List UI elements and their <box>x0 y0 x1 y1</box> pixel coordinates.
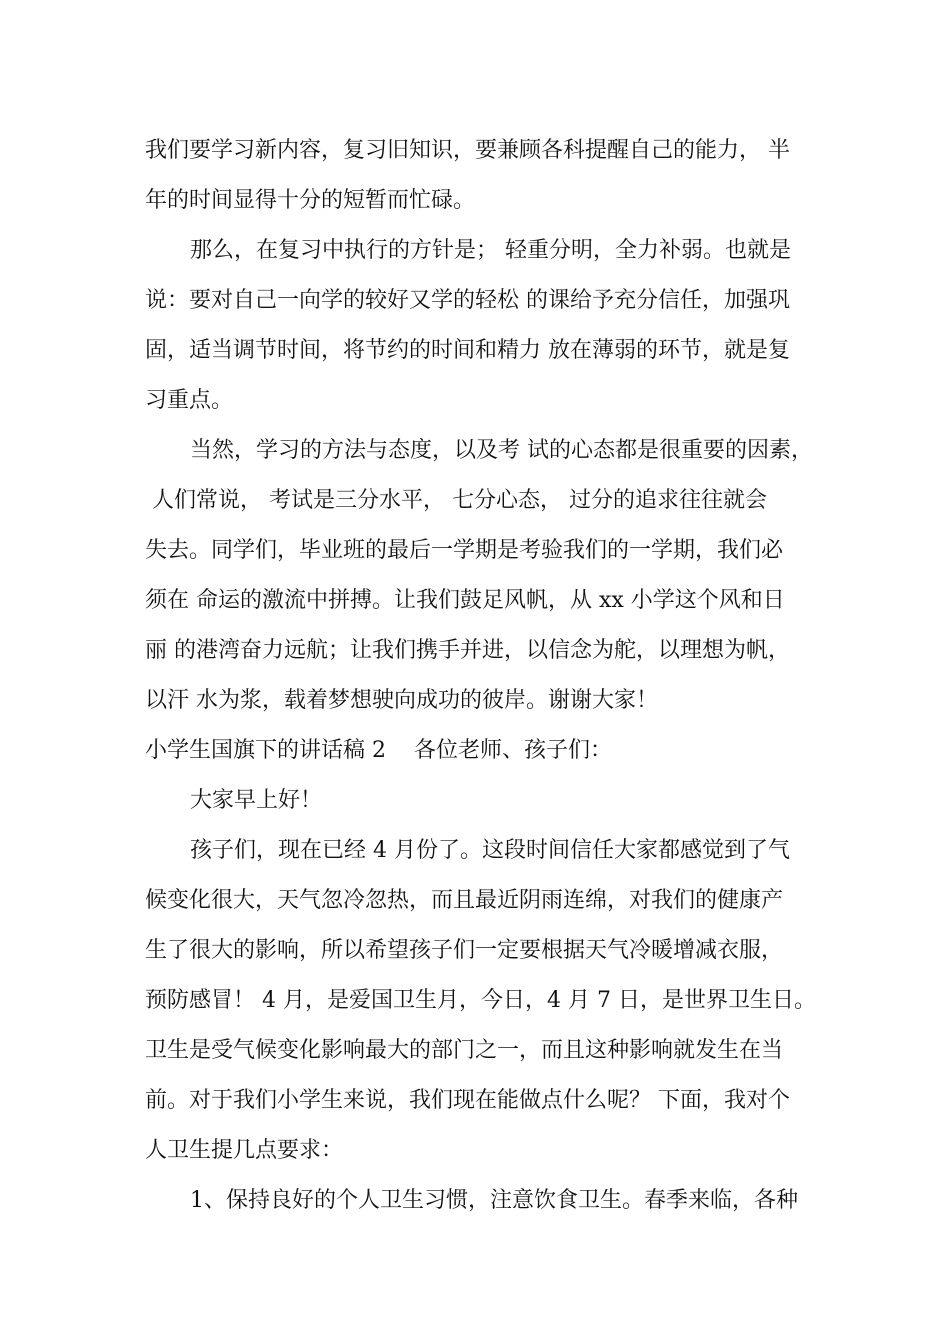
text-line: 人卫生提几点要求： <box>145 1138 344 1163</box>
text-line: 生了很大的影响，所以希望孩子们一定要根据天气冷暖增减衣服， <box>145 938 784 963</box>
text-line: 丽 的港湾奋力远航；让我们携手并进，以信念为舵，以理想为帆， <box>145 638 790 663</box>
text-line: 我们要学习新内容，复习旧知识，要兼顾各科提醒自己的能力， 半 <box>145 138 790 163</box>
text-line: 预防感冒！ 4 月，是爱国卫生月，今日，4 月 7 日，是世界卫生日。 <box>145 988 816 1013</box>
section-heading: 小学生国旗下的讲话稿 2 各位老师、孩子们： <box>145 738 612 763</box>
text-line: 固，适当调节时间，将节约的时间和精力 放在薄弱的环节，就是复 <box>145 338 790 363</box>
text-line: 以汗 水为浆，载着梦想驶向成功的彼岸。谢谢大家！ <box>145 688 658 713</box>
text-line: 说：要对自己一向学的较好又学的轻松 的课给予充分信任，加强巩 <box>145 288 790 313</box>
text-line: 须在 命运的激流中拼搏。让我们鼓足风帆，从 xx 小学这个风和日 <box>145 588 785 613</box>
text-line: 1、保持良好的个人卫生习惯，注意饮食卫生。春季来临，各种 <box>190 1188 798 1213</box>
text-line: 当然，学习的方法与态度，以及考 试的心态都是很重要的因素， <box>190 438 813 463</box>
text-line: 失去。同学们，毕业班的最后一学期是考验我们的一学期，我们必 <box>145 538 784 563</box>
text-line: 候变化很大，天气忽冷忽热，而且最近阴雨连绵，对我们的健康产 <box>145 888 784 913</box>
text-line: 习重点。 <box>145 388 234 413</box>
text-line: 孩子们，现在已经 4 月份了。这段时间信任大家都感觉到了气 <box>190 838 790 863</box>
text-line: 年的时间显得十分的短暂而忙碌。 <box>145 188 476 213</box>
text-line: 卫生是受气候变化影响最大的部门之一，而且这种影响就发生在当 <box>145 1038 784 1063</box>
text-line: 那么，在复习中执行的方针是； 轻重分明，全力补弱。也就是 <box>190 238 791 263</box>
text-line: 大家早上好！ <box>190 788 323 813</box>
text-line: 人们常说， 考试是三分水平， 七分心态， 过分的追求往往就会 <box>145 488 767 513</box>
text-line: 前。对于我们小学生来说，我们现在能做点什么呢？ 下面，我对个 <box>145 1088 790 1113</box>
